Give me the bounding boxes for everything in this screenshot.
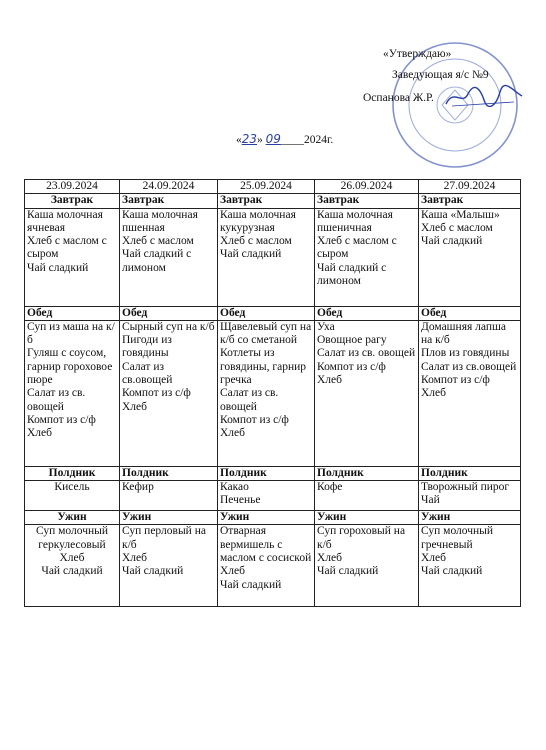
meal-items-row <box>25 525 521 607</box>
meal-title: Полдник <box>120 466 218 480</box>
menu-table <box>24 179 521 607</box>
menu-cell: Суп гороховый на к/б Хлеб Чай сладкий <box>315 525 419 607</box>
date-month: 09 <box>265 132 281 146</box>
approval-position: Заведующая я/с №9 <box>392 69 489 81</box>
approval-title: «Утверждаю» <box>383 48 452 60</box>
meal-title: Завтрак <box>315 194 419 208</box>
menu-cell: Суп перловый на к/б Хлеб Чай сладкий <box>120 525 218 607</box>
menu-cell: Уха Овощное рагу Салат из св. овощей Компот из с/ф Хлеб <box>315 320 419 466</box>
meal-items-row <box>25 481 521 511</box>
menu-cell: Суп молочный геркулесовый Хлеб Чай сладкий <box>25 525 120 607</box>
meal-items-row <box>25 208 521 306</box>
day-cell: 27.09.2024 <box>419 180 521 194</box>
meal-header-row <box>25 466 521 480</box>
menu-cell: Кисель <box>25 481 120 511</box>
menu-cell: Суп молочный гречневый Хлеб Чай сладкий <box>419 525 521 607</box>
meal-header-row <box>25 194 521 208</box>
meal-title: Полдник <box>25 466 120 480</box>
day-cell: 26.09.2024 <box>315 180 419 194</box>
menu-cell: Каша молочная ячневая Хлеб с маслом с сыром Чай сладкий <box>25 208 120 306</box>
meal-title: Обед <box>218 306 315 320</box>
meal-header-row <box>25 511 521 525</box>
day-header-row <box>25 180 521 194</box>
menu-cell: Каша молочная пшеничная Хлеб с маслом с сыром Чай сладкий с лимоном <box>315 208 419 306</box>
menu-cell: Кефир <box>120 481 218 511</box>
menu-cell: Суп из маша на к/б Гуляш с соусом, гарнир гороховое пюре Салат из св. овощей Компот из с/ф Хлеб <box>25 320 120 466</box>
meal-title: Ужин <box>120 511 218 525</box>
meal-title: Завтрак <box>120 194 218 208</box>
meal-title: Ужин <box>218 511 315 525</box>
menu-cell: Отварная вермишель с маслом с сосиской Хлеб Чай сладкий <box>218 525 315 607</box>
meal-items-row <box>25 320 521 466</box>
meal-title: Полдник <box>419 466 521 480</box>
meal-title: Обед <box>315 306 419 320</box>
meal-title: Завтрак <box>25 194 120 208</box>
menu-cell: Щавелевый суп на к/б со сметаной Котлеты из говядины, гарнир гречка Салат из св. овощей Компот из с/ф Хлеб <box>218 320 315 466</box>
meal-title: Ужин <box>315 511 419 525</box>
meal-title: Ужин <box>419 511 521 525</box>
menu-cell: Каша «Малыш» Хлеб с маслом Чай сладкий <box>419 208 521 306</box>
approval-date: «23» 09____2024г. <box>236 132 334 146</box>
day-cell: 23.09.2024 <box>25 180 120 194</box>
meal-header-row <box>25 306 521 320</box>
date-day: 23 <box>241 132 258 146</box>
meal-title: Обед <box>120 306 218 320</box>
meal-title: Ужин <box>25 511 120 525</box>
day-cell: 25.09.2024 <box>218 180 315 194</box>
menu-cell: Кофе <box>315 481 419 511</box>
meal-title: Завтрак <box>419 194 521 208</box>
date-year: 2024г. <box>303 134 334 146</box>
menu-cell: Каша молочная кукурузная Хлеб с маслом Чай сладкий <box>218 208 315 306</box>
menu-cell: Сырный суп на к/б Пигоди из говядины Салат из св.овощей Компот из с/ф Хлеб <box>120 320 218 466</box>
menu-cell: Какао Печенье <box>218 481 315 511</box>
meal-title: Полдник <box>218 466 315 480</box>
approval-signer: Оспанова Ж.Р. <box>363 92 434 104</box>
meal-title: Обед <box>25 306 120 320</box>
signature-icon <box>444 84 524 110</box>
meal-title: Обед <box>419 306 521 320</box>
menu-cell: Каша молочная пшенная Хлеб с маслом Чай сладкий с лимоном <box>120 208 218 306</box>
day-cell: 24.09.2024 <box>120 180 218 194</box>
meal-title: Завтрак <box>218 194 315 208</box>
menu-cell: Домашняя лапша на к/б Плов из говядины Салат из св.овощей Компот из с/ф Хлеб <box>419 320 521 466</box>
menu-cell: Творожный пирог Чай <box>419 481 521 511</box>
meal-title: Полдник <box>315 466 419 480</box>
